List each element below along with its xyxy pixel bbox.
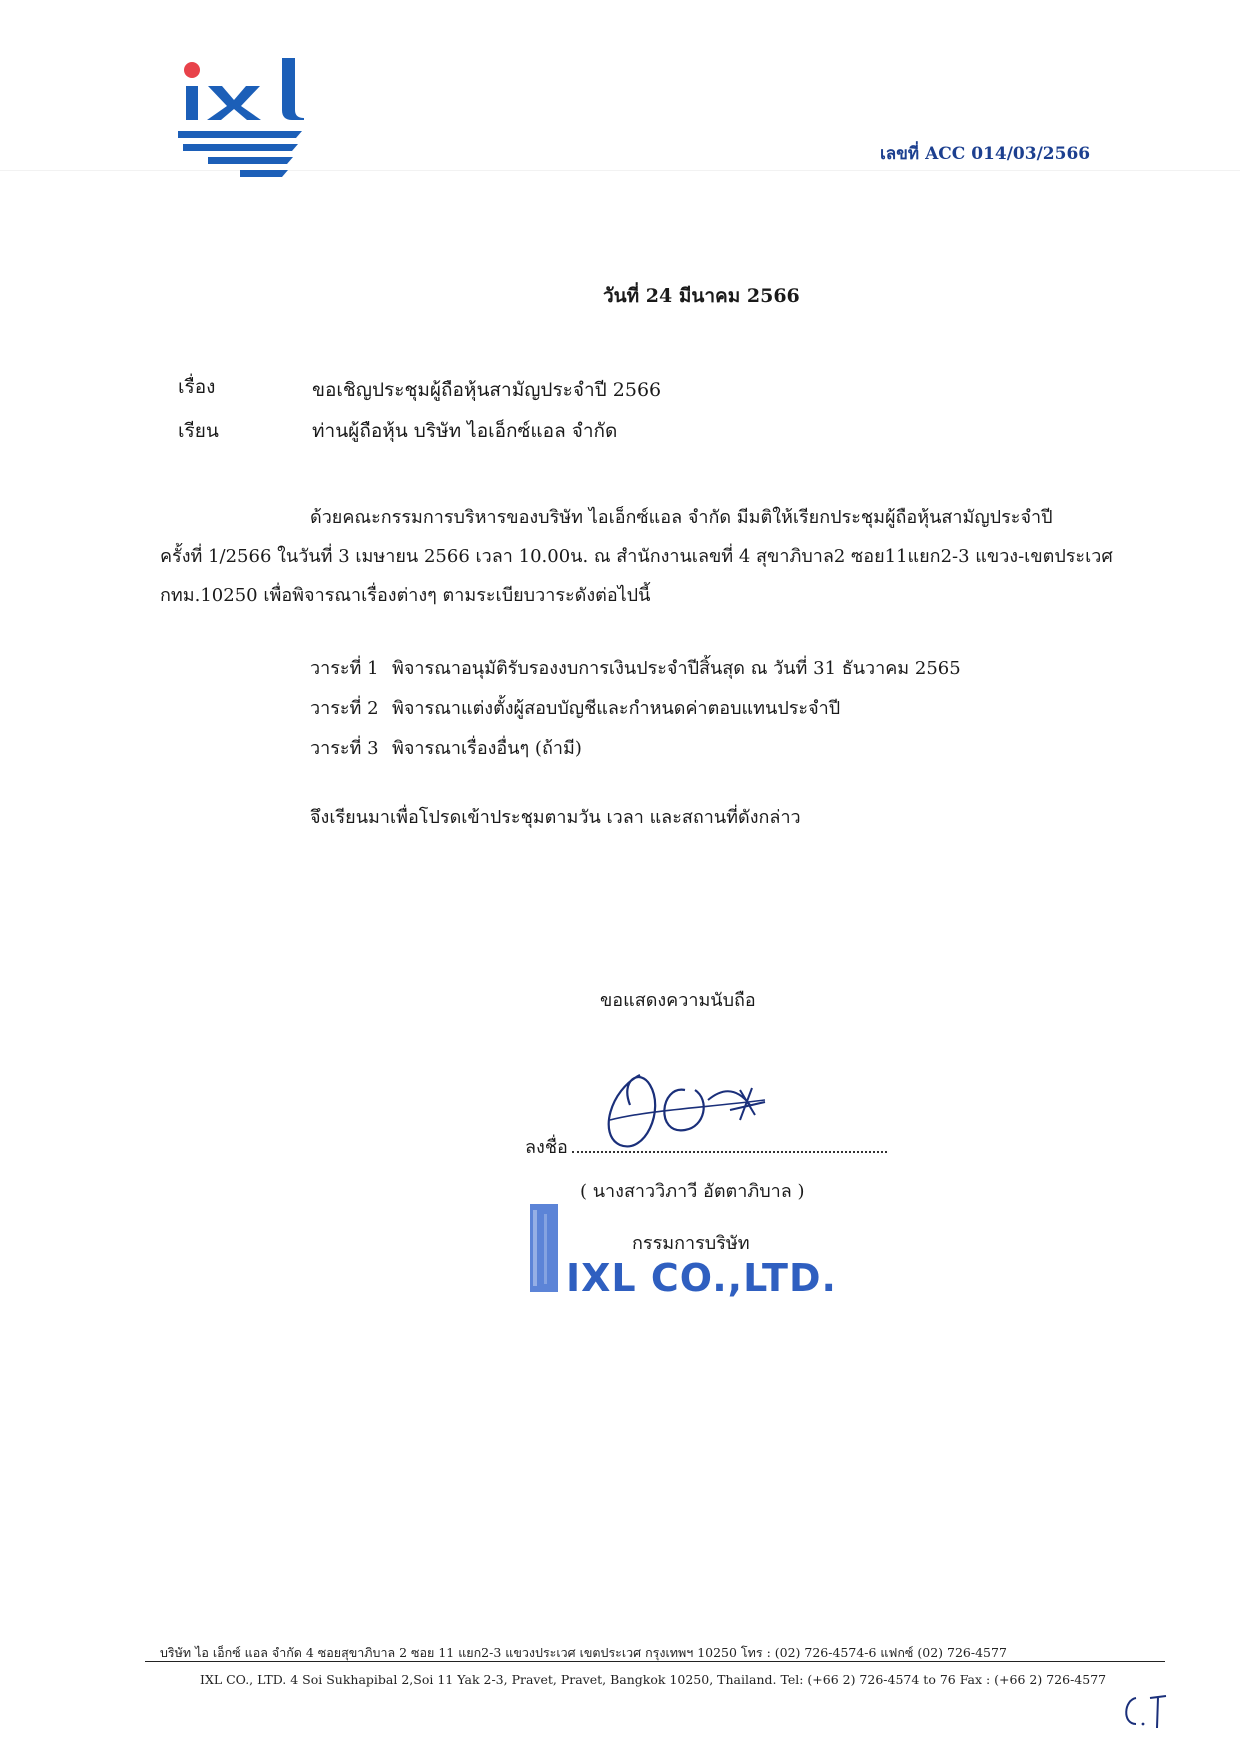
signer-position: กรรมการบริษัท: [632, 1233, 750, 1254]
subject-label: เรื่อง: [178, 376, 216, 398]
body-line-1: ด้วยคณะกรรมการบริหารของบริษัท ไอเอ็กซ์แอล จำกัด มีมติให้เรียกประชุมผู้ถือหุ้นสามัญประจำปี: [310, 507, 1053, 528]
agenda-item: [310, 733, 582, 762]
regards: ขอแสดงความนับถือ: [600, 990, 756, 1011]
subject-text: ขอเชิญประชุมผู้ถือหุ้นสามัญประจำปี 2566: [312, 379, 662, 401]
footer-divider: [145, 1661, 1165, 1662]
agenda-number: วาระที่ 3: [310, 738, 379, 759]
body-line-2: ครั้งที่ 1/2566 ในวันที่ 3 เมษายน 2566 เวลา 10.00น. ณ สำนักงานเลขที่ 4 สุขาภิบาล2 ซอย11แยก2-3 แขวง-เขตประเวศ: [160, 546, 1113, 567]
sign-label: ลงชื่อ: [525, 1137, 568, 1158]
agenda-item: [310, 653, 961, 682]
agenda-number: วาระที่ 1: [310, 658, 379, 679]
handwritten-initials: [1118, 1688, 1173, 1733]
recipient-text: ท่านผู้ถือหุ้น บริษัท ไอเอ็กซ์แอล จำกัด: [312, 420, 618, 442]
ixl-logo: [178, 43, 313, 183]
signature-line: [525, 1132, 887, 1161]
company-stamp-mark: [530, 1204, 558, 1292]
signer-name: ( นางสาววิภาวี อัตตาภิบาล ): [580, 1181, 805, 1202]
agenda-text: พิจารณาอนุมัติรับรองงบการเงินประจำปีสิ้นสุด ณ วันที่ 31 ธันวาคม 2565: [392, 658, 961, 679]
reference-value: ACC 014/03/2566: [925, 144, 1091, 164]
reference-label: เลขที่: [880, 144, 920, 164]
reference-number: [880, 140, 1090, 167]
company-stamp-text: IXL CO.,LTD.: [566, 1256, 837, 1300]
letter-date: วันที่ 24 มีนาคม 2566: [603, 285, 800, 307]
body-line-3: กทม.10250 เพื่อพิจารณาเรื่องต่างๆ ตามระเบียบวาระดังต่อไปนี้: [160, 585, 651, 606]
agenda-number: วาระที่ 2: [310, 698, 379, 719]
footer-thai-address: บริษัท ไอ เอ็กซ์ แอล จำกัด 4 ซอยสุขาภิบาล 2 ซอย 11 แยก2-3 แขวงประเวศ เขตประเวศ กรุงเทพฯ 10250 โทร : (02) 726-4574-6 แฟกซ์ (02) 726-4577: [160, 1645, 1007, 1660]
dotted-line: [572, 1135, 887, 1153]
agenda-text: พิจารณาเรื่องอื่นๆ (ถ้ามี): [392, 738, 582, 759]
agenda-item: [310, 693, 840, 722]
logo-text: ixl: [178, 43, 198, 62]
recipient-label: เรียน: [178, 420, 219, 442]
footer-english-address: IXL CO., LTD. 4 Soi Sukhapibal 2,Soi 11 Yak 2-3, Pravet, Pravet, Bangkok 10250, Thailand. Tel: (+66 2) 726-4574 to 76 Fax : (+66 2) 726-4577: [200, 1672, 1107, 1687]
agenda-text: พิจารณาแต่งตั้งผู้สอบบัญชีและกำหนดค่าตอบแทนประจำปี: [392, 698, 841, 719]
closing-request: จึงเรียนมาเพื่อโปรดเข้าประชุมตามวัน เวลา และสถานที่ดังกล่าว: [310, 807, 801, 828]
